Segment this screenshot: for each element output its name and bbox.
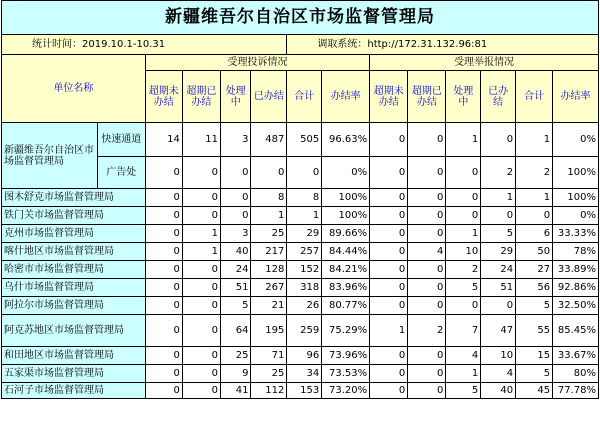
cell-r-rate: 33.89% <box>553 261 599 279</box>
cell-r-total: 1 <box>516 189 553 207</box>
cell-c-overdue-done: 11 <box>182 123 220 157</box>
unit-name: 和田地区市场监督管理局 <box>2 347 146 365</box>
cell-c-processing: 41 <box>220 383 251 399</box>
cell-r-rate: 32.50% <box>553 297 599 315</box>
header-c-processing: 处理中 <box>220 71 251 123</box>
table-row <box>2 261 599 279</box>
cell-c-done: 217 <box>251 243 287 261</box>
cell-r-processing: 1 <box>446 225 481 243</box>
cell-c-overdue-done: 0 <box>182 279 220 297</box>
header-r-done: 已办结 <box>481 71 516 123</box>
cell-r-overdue-unhandled: 0 <box>370 207 408 225</box>
cell-c-done: 25 <box>251 365 287 383</box>
cell-c-overdue-unhandled: 0 <box>145 315 182 347</box>
header-unit: 单位名称 <box>2 55 146 123</box>
table-row <box>2 123 599 157</box>
cell-r-processing: 1 <box>446 123 481 157</box>
cell-r-done: 24 <box>481 261 516 279</box>
cell-c-total: 96 <box>287 347 322 365</box>
cell-c-overdue-done: 1 <box>182 225 220 243</box>
header-complaint-group: 受理投诉情况 <box>145 55 369 71</box>
cell-c-processing: 3 <box>220 225 251 243</box>
cell-c-processing: 51 <box>220 279 251 297</box>
cell-c-rate: 83.96% <box>322 279 370 297</box>
cell-r-rate: 85.45% <box>553 315 599 347</box>
cell-c-rate: 75.29% <box>322 315 370 347</box>
cell-r-processing: 2 <box>446 261 481 279</box>
cell-r-processing: 0 <box>446 157 481 189</box>
cell-r-processing: 7 <box>446 315 481 347</box>
unit-name: 图木舒克市场监督管理局 <box>2 189 146 207</box>
cell-c-processing: 24 <box>220 261 251 279</box>
header-r-overdue-unhandled: 超期未办结 <box>370 71 408 123</box>
cell-c-processing: 3 <box>220 123 251 157</box>
cell-r-done: 0 <box>481 207 516 225</box>
cell-r-processing: 1 <box>446 365 481 383</box>
unit-name: 铁门关市场监督管理局 <box>2 207 146 225</box>
cell-c-rate: 100% <box>322 189 370 207</box>
cell-r-processing: 5 <box>446 279 481 297</box>
cell-c-total: 8 <box>287 189 322 207</box>
unit-name: 阿拉尔市场监督管理局 <box>2 297 146 315</box>
sub-unit-name: 广告处 <box>97 157 145 189</box>
cell-c-overdue-unhandled: 0 <box>145 157 182 189</box>
cell-c-rate: 73.53% <box>322 365 370 383</box>
cell-r-processing: 4 <box>446 347 481 365</box>
cell-r-rate: 33.67% <box>553 347 599 365</box>
cell-c-rate: 0% <box>322 157 370 189</box>
cell-c-done: 112 <box>251 383 287 399</box>
cell-r-overdue-done: 0 <box>408 225 446 243</box>
cell-r-done: 0 <box>481 297 516 315</box>
table-row <box>2 243 599 261</box>
header-c-overdue-done: 超期已办结 <box>182 71 220 123</box>
cell-r-total: 50 <box>516 243 553 261</box>
cell-r-overdue-unhandled: 1 <box>370 315 408 347</box>
cell-c-rate: 80.77% <box>322 297 370 315</box>
cell-c-overdue-unhandled: 0 <box>145 383 182 399</box>
cell-c-overdue-done: 0 <box>182 365 220 383</box>
sub-unit-name: 快速通道 <box>97 123 145 157</box>
cell-c-processing: 25 <box>220 347 251 365</box>
page-title: 新疆维吾尔自治区市场监督管理局 <box>2 1 599 35</box>
cell-r-overdue-done: 0 <box>408 123 446 157</box>
cell-c-processing: 9 <box>220 365 251 383</box>
cell-c-processing: 64 <box>220 315 251 347</box>
unit-name: 石河子市场监督管理局 <box>2 383 146 399</box>
cell-r-total: 1 <box>516 123 553 157</box>
unit-name: 阿克苏地区市场监督管理局 <box>2 315 146 347</box>
cell-c-rate: 96.63% <box>322 123 370 157</box>
cell-r-overdue-done: 0 <box>408 189 446 207</box>
unit-name: 五家渠市场监督管理局 <box>2 365 146 383</box>
cell-c-overdue-unhandled: 0 <box>145 297 182 315</box>
header-c-overdue-unhandled: 超期未办结 <box>145 71 182 123</box>
header-r-overdue-done: 超期已办结 <box>408 71 446 123</box>
cell-c-overdue-unhandled: 0 <box>145 189 182 207</box>
cell-c-overdue-done: 1 <box>182 243 220 261</box>
cell-r-done: 5 <box>481 225 516 243</box>
cell-r-done: 0 <box>481 123 516 157</box>
cell-r-overdue-done: 2 <box>408 315 446 347</box>
cell-c-overdue-unhandled: 0 <box>145 207 182 225</box>
cell-r-overdue-unhandled: 0 <box>370 347 408 365</box>
cell-c-total: 0 <box>287 157 322 189</box>
cell-r-total: 56 <box>516 279 553 297</box>
cell-c-done: 487 <box>251 123 287 157</box>
table-row <box>2 297 599 315</box>
cell-r-rate: 0% <box>553 207 599 225</box>
cell-c-overdue-unhandled: 0 <box>145 261 182 279</box>
cell-c-overdue-unhandled: 14 <box>145 123 182 157</box>
cell-c-total: 1 <box>287 207 322 225</box>
cell-c-total: 26 <box>287 297 322 315</box>
report-table <box>1 0 599 399</box>
cell-r-overdue-done: 0 <box>408 261 446 279</box>
unit-name: 乌什市场监督管理局 <box>2 279 146 297</box>
cell-c-done: 128 <box>251 261 287 279</box>
cell-r-processing: 0 <box>446 207 481 225</box>
cell-r-total: 55 <box>516 315 553 347</box>
cell-c-done: 267 <box>251 279 287 297</box>
table-row <box>2 383 599 399</box>
cell-c-processing: 40 <box>220 243 251 261</box>
cell-r-total: 15 <box>516 347 553 365</box>
cell-r-overdue-unhandled: 0 <box>370 157 408 189</box>
table-row <box>2 189 599 207</box>
cell-r-rate: 92.86% <box>553 279 599 297</box>
cell-r-rate: 33.33% <box>553 225 599 243</box>
cell-r-done: 29 <box>481 243 516 261</box>
cell-c-done: 71 <box>251 347 287 365</box>
header-c-done: 已办结 <box>251 71 287 123</box>
cell-c-rate: 73.96% <box>322 347 370 365</box>
cell-r-overdue-done: 0 <box>408 279 446 297</box>
cell-r-overdue-done: 0 <box>408 207 446 225</box>
table-row <box>2 207 599 225</box>
cell-c-total: 153 <box>287 383 322 399</box>
cell-r-total: 6 <box>516 225 553 243</box>
header-r-rate: 办结率 <box>553 71 599 123</box>
cell-c-total: 259 <box>287 315 322 347</box>
cell-r-processing: 0 <box>446 189 481 207</box>
cell-r-done: 2 <box>481 157 516 189</box>
cell-r-processing: 10 <box>446 243 481 261</box>
cell-r-processing: 0 <box>446 297 481 315</box>
table-row <box>2 347 599 365</box>
cell-r-overdue-done: 4 <box>408 243 446 261</box>
cell-c-rate: 84.44% <box>322 243 370 261</box>
cell-r-overdue-done: 0 <box>408 157 446 189</box>
unit-name: 哈密市市场监督管理局 <box>2 261 146 279</box>
cell-c-processing: 5 <box>220 297 251 315</box>
cell-c-done: 1 <box>251 207 287 225</box>
cell-r-rate: 80% <box>553 365 599 383</box>
cell-r-overdue-unhandled: 0 <box>370 297 408 315</box>
cell-r-overdue-unhandled: 0 <box>370 189 408 207</box>
cell-c-overdue-done: 0 <box>182 347 220 365</box>
table-row <box>2 225 599 243</box>
cell-r-total: 5 <box>516 297 553 315</box>
cell-r-overdue-done: 0 <box>408 297 446 315</box>
cell-r-total: 2 <box>516 157 553 189</box>
cell-c-overdue-unhandled: 0 <box>145 365 182 383</box>
cell-c-done: 8 <box>251 189 287 207</box>
cell-c-overdue-done: 0 <box>182 261 220 279</box>
cell-r-overdue-unhandled: 0 <box>370 123 408 157</box>
header-r-total: 合计 <box>516 71 553 123</box>
cell-c-done: 25 <box>251 225 287 243</box>
cell-c-overdue-done: 0 <box>182 157 220 189</box>
cell-r-done: 40 <box>481 383 516 399</box>
cell-r-overdue-unhandled: 0 <box>370 279 408 297</box>
cell-r-rate: 100% <box>553 157 599 189</box>
cell-r-overdue-done: 0 <box>408 365 446 383</box>
header-report-group: 受理举报情况 <box>370 55 599 71</box>
cell-r-processing: 5 <box>446 383 481 399</box>
cell-r-overdue-unhandled: 0 <box>370 365 408 383</box>
merged-unit-name: 新疆维吾尔自治区市场监督管理局 <box>2 123 98 189</box>
cell-r-overdue-unhandled: 0 <box>370 243 408 261</box>
cell-c-total: 29 <box>287 225 322 243</box>
cell-r-overdue-done: 0 <box>408 383 446 399</box>
header-r-processing: 处理中 <box>446 71 481 123</box>
cell-c-rate: 73.20% <box>322 383 370 399</box>
table-row <box>2 315 599 347</box>
table-row <box>2 365 599 383</box>
cell-c-overdue-unhandled: 0 <box>145 243 182 261</box>
cell-r-done: 4 <box>481 365 516 383</box>
cell-r-rate: 0% <box>553 123 599 157</box>
cell-r-overdue-unhandled: 0 <box>370 383 408 399</box>
unit-name: 喀什地区市场监督管理局 <box>2 243 146 261</box>
cell-c-total: 152 <box>287 261 322 279</box>
header-c-total: 合计 <box>287 71 322 123</box>
cell-r-overdue-unhandled: 0 <box>370 225 408 243</box>
cell-c-overdue-unhandled: 0 <box>145 279 182 297</box>
cell-c-done: 195 <box>251 315 287 347</box>
cell-c-rate: 100% <box>322 207 370 225</box>
cell-r-done: 10 <box>481 347 516 365</box>
cell-c-processing: 0 <box>220 157 251 189</box>
cell-r-done: 51 <box>481 279 516 297</box>
cell-r-total: 0 <box>516 207 553 225</box>
cell-c-overdue-unhandled: 0 <box>145 347 182 365</box>
cell-c-overdue-done: 0 <box>182 297 220 315</box>
cell-c-rate: 84.21% <box>322 261 370 279</box>
cell-c-total: 505 <box>287 123 322 157</box>
cell-c-overdue-done: 0 <box>182 207 220 225</box>
cell-c-total: 318 <box>287 279 322 297</box>
cell-c-overdue-unhandled: 0 <box>145 225 182 243</box>
cell-c-processing: 0 <box>220 207 251 225</box>
cell-r-total: 5 <box>516 365 553 383</box>
cell-c-overdue-done: 0 <box>182 189 220 207</box>
cell-c-overdue-done: 0 <box>182 315 220 347</box>
header-c-rate: 办结率 <box>322 71 370 123</box>
cell-c-processing: 0 <box>220 189 251 207</box>
cell-r-rate: 78% <box>553 243 599 261</box>
cell-r-overdue-done: 0 <box>408 347 446 365</box>
cell-c-rate: 89.66% <box>322 225 370 243</box>
cell-r-rate: 77.78% <box>553 383 599 399</box>
cell-c-overdue-done: 0 <box>182 383 220 399</box>
cell-r-rate: 100% <box>553 189 599 207</box>
table-row <box>2 279 599 297</box>
source-system: 调取系统：http://172.31.132.96:81 <box>287 35 599 55</box>
cell-c-total: 34 <box>287 365 322 383</box>
cell-r-total: 27 <box>516 261 553 279</box>
cell-c-done: 21 <box>251 297 287 315</box>
cell-r-total: 45 <box>516 383 553 399</box>
cell-c-done: 0 <box>251 157 287 189</box>
cell-r-overdue-unhandled: 0 <box>370 261 408 279</box>
unit-name: 克州市场监督管理局 <box>2 225 146 243</box>
cell-r-done: 47 <box>481 315 516 347</box>
cell-c-total: 257 <box>287 243 322 261</box>
cell-r-done: 1 <box>481 189 516 207</box>
stats-period: 统计时间：2019.10.1-10.31 <box>2 35 287 55</box>
